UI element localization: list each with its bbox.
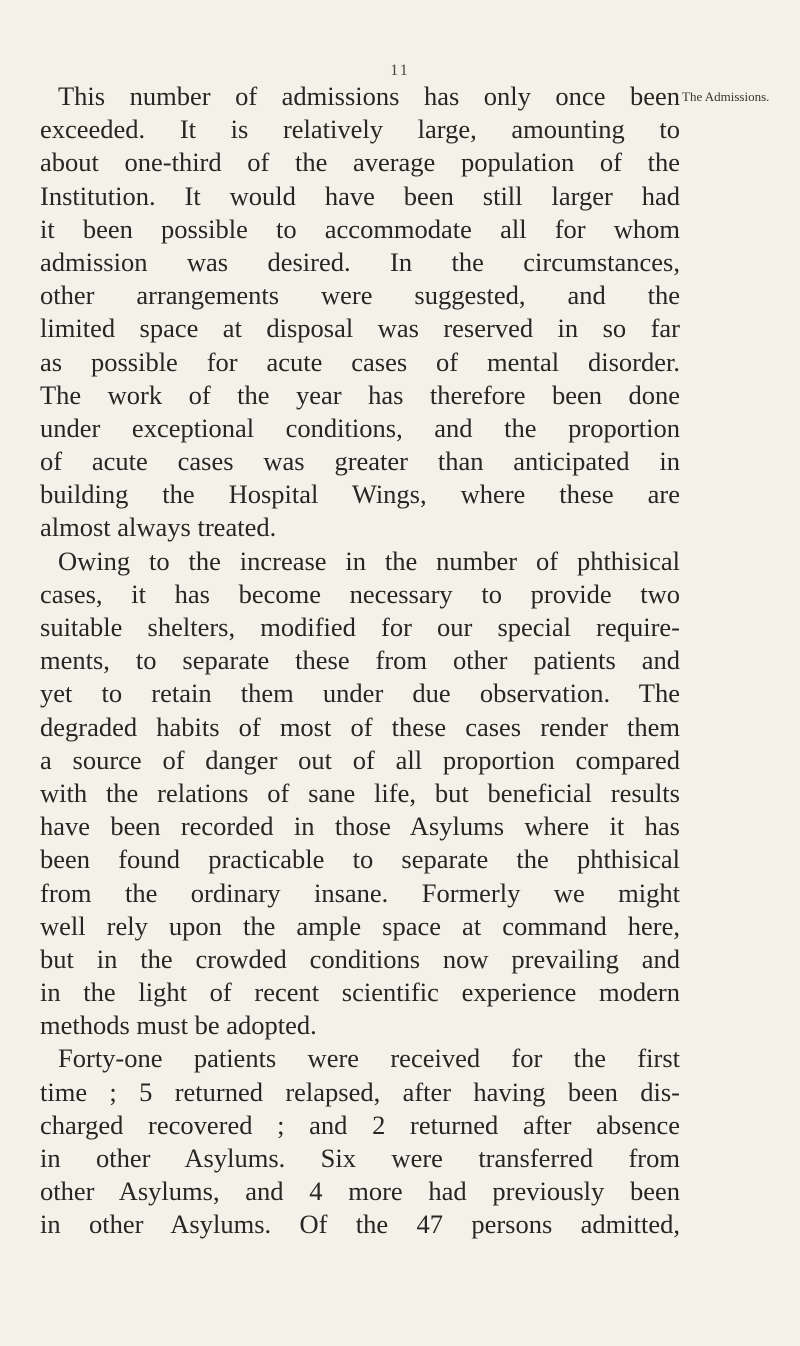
paragraph	[40, 545, 680, 1043]
paragraph	[40, 80, 680, 545]
text-line: in other Asylums. Of the 47 persons admitted,	[40, 1209, 680, 1240]
text-line: but in the crowded conditions now prevailing and	[40, 943, 680, 974]
paragraph	[40, 1042, 680, 1241]
text-line: of acute cases was greater than anticipated in	[40, 446, 680, 477]
text-line: Owing to the increase in the number of phthisical	[58, 545, 680, 576]
text-line: cases, it has become necessary to provide two	[40, 578, 680, 609]
text-line: well rely upon the ample space at command here,	[40, 910, 680, 941]
text-line: in other Asylums. Six were transferred from	[40, 1143, 680, 1173]
text-line: a source of danger out of all proportion compared	[40, 744, 680, 775]
text-line: been found practicable to separate the phthisical	[40, 844, 680, 875]
text-line: This number of admissions has only once been	[58, 81, 680, 111]
text-line: admission was desired. In the circumstances,	[40, 246, 680, 277]
text-line: degraded habits of most of these cases render them	[40, 711, 680, 742]
text-line: ments, to separate these from other patients and	[40, 645, 680, 676]
text-line: under exceptional conditions, and the proportion	[40, 412, 680, 443]
text-line: Forty-one patients were received for the first	[58, 1043, 680, 1074]
page-number: 11	[390, 62, 410, 79]
text-line: yet to retain them under due observation. The	[40, 678, 680, 709]
text-line: Institution. It would have been still larger had	[40, 180, 680, 211]
text-line: exceeded. It is relatively large, amounting to	[40, 114, 680, 145]
text-line: as possible for acute cases of mental disorder.	[40, 346, 680, 377]
text-line: building the Hospital Wings, where these are	[40, 479, 680, 510]
text-line: charged recovered ; and 2 returned after absence	[40, 1109, 680, 1140]
text-line: time ; 5 returned relapsed, after having been dis-	[40, 1076, 680, 1107]
text-line: The work of the year has therefore been done	[40, 379, 680, 410]
text-line: it been possible to accommodate all for whom	[40, 213, 680, 244]
text-line: about one-third of the average population of the	[40, 147, 680, 178]
body-text	[40, 80, 680, 1242]
text-line: methods must be adopted.	[40, 1010, 317, 1041]
text-line: other arrangements were suggested, and the	[40, 280, 680, 311]
text-line: have been recorded in those Asylums where it has	[40, 811, 680, 842]
text-line: in the light of recent scientific experience modern	[40, 977, 680, 1008]
text-line: other Asylums, and 4 more had previously been	[40, 1176, 680, 1207]
text-line: almost always treated.	[40, 512, 277, 543]
text-line: with the relations of sane life, but beneficial results	[40, 777, 680, 808]
text-line: limited space at disposal was reserved in so far	[40, 313, 680, 344]
margin-note: The Admissions.	[682, 89, 770, 104]
text-line: suitable shelters, modified for our special require-	[40, 612, 680, 642]
text-line: from the ordinary insane. Formerly we might	[40, 877, 680, 908]
